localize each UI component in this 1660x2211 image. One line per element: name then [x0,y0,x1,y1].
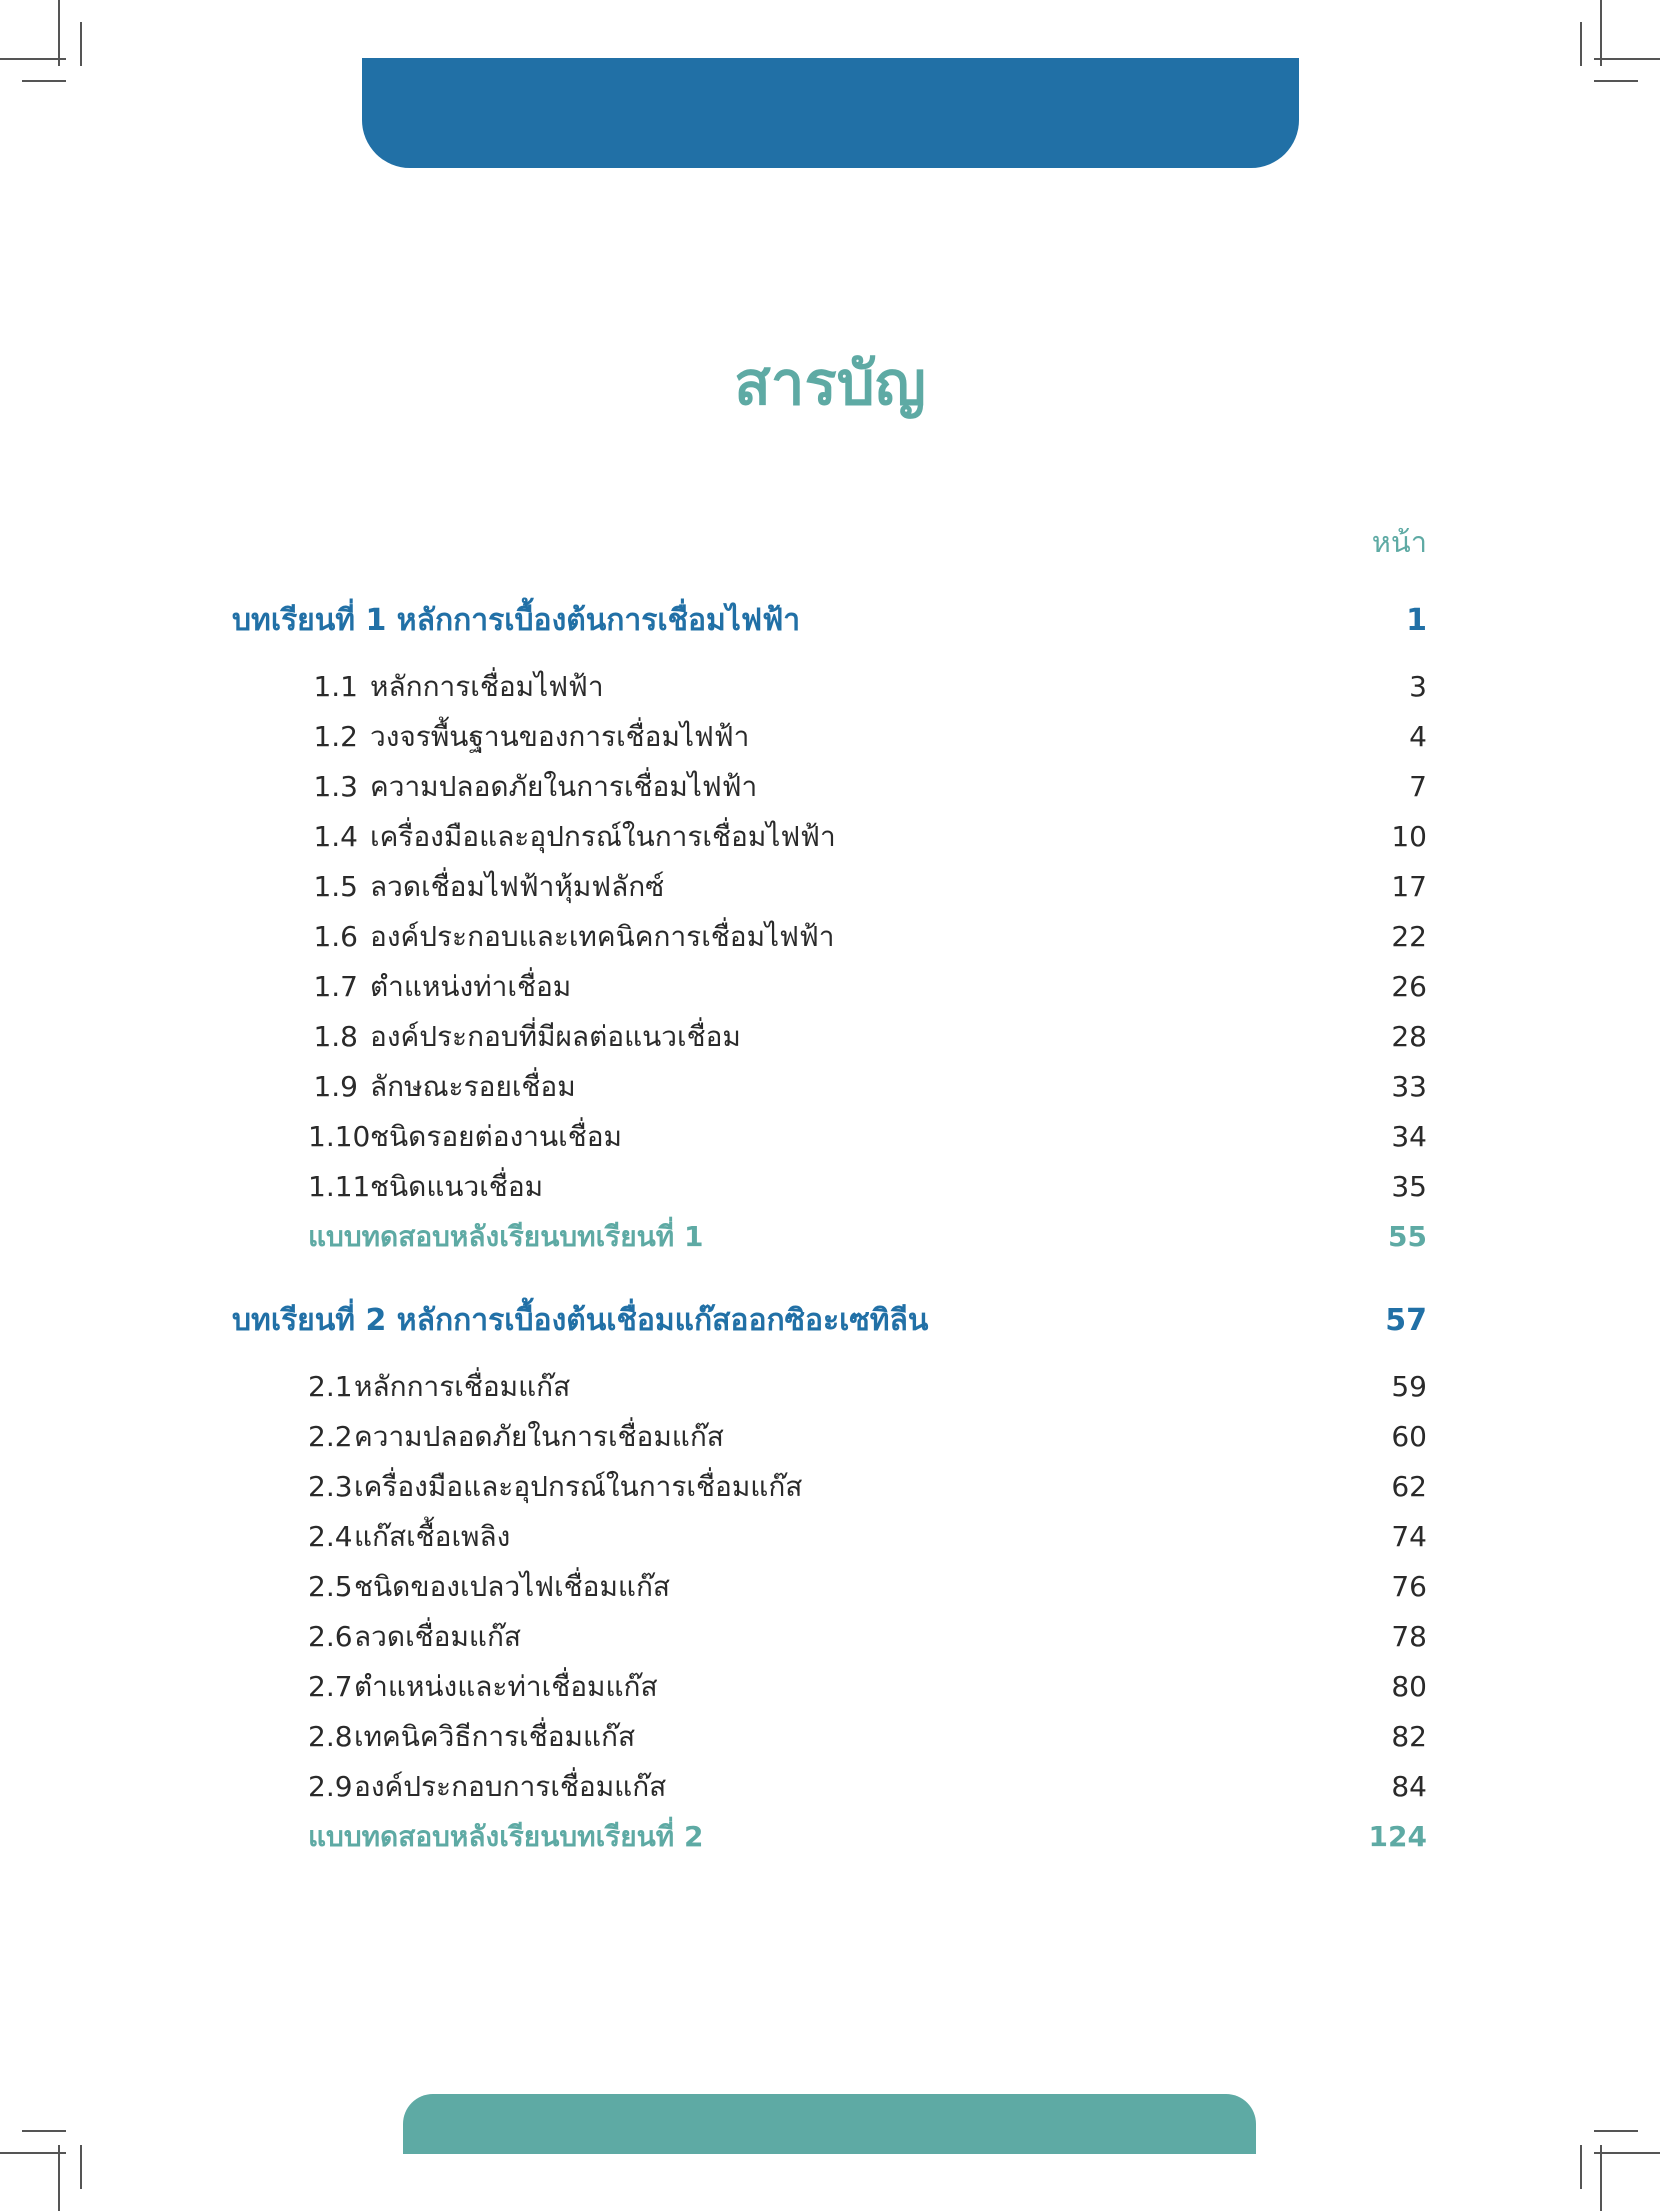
entry-page: 82 [1391,1720,1427,1753]
entry-title: องค์ประกอบและเทคนิคการเชื่อมไฟฟ้า [370,920,835,953]
entry-title: หลักการเชื่อมแก๊ส [354,1370,571,1403]
chapter-heading[interactable] [232,598,1427,644]
entry-page: 3 [1409,670,1427,703]
crop-mark [1594,2130,1638,2132]
entry-title: ตำแหน่งและท่าเชื่อมแก๊ส [354,1670,658,1703]
entry-page: 84 [1391,1770,1427,1803]
entry-page: 17 [1391,870,1427,903]
entry-title: องค์ประกอบการเชื่อมแก๊ส [354,1770,667,1803]
entry-number: 2.2 [308,1420,353,1453]
entry-page: 76 [1391,1570,1427,1603]
entry-title: ชนิดรอยต่องานเชื่อม [370,1120,622,1153]
crop-mark [80,2145,82,2189]
entry-page: 60 [1391,1420,1427,1453]
chapter-page: 1 [1406,603,1427,638]
entry-number: 1.2 [313,720,358,753]
toc-entry[interactable] [308,914,1427,960]
quiz-label: แบบทดสอบหลังเรียนบทเรียนที่ 1 [308,1220,704,1253]
crop-mark [1594,2152,1660,2154]
toc-entry[interactable] [308,764,1427,810]
entry-page: 33 [1391,1070,1427,1103]
entry-number: 1.8 [313,1020,358,1053]
entry-number: 2.6 [308,1620,353,1653]
toc-entry[interactable] [308,1664,1427,1710]
crop-mark [0,2152,66,2154]
crop-mark [22,2130,66,2132]
toc-entry[interactable] [308,1714,1427,1760]
entry-title: ตำแหน่งท่าเชื่อม [370,970,572,1003]
toc-entry[interactable] [308,964,1427,1010]
entry-number: 2.9 [308,1770,353,1803]
chapter-page: 57 [1385,1303,1427,1338]
quiz-page: 55 [1388,1220,1427,1253]
crop-mark [80,22,82,66]
entry-page: 10 [1391,820,1427,853]
entry-page: 22 [1391,920,1427,953]
entry-number: 2.5 [308,1570,353,1603]
chapter-label: บทเรียนที่ 1 หลักการเบื้องต้นการเชื่อมไฟฟ้า [232,603,801,638]
toc-entry[interactable] [308,1564,1427,1610]
toc-entry[interactable] [308,664,1427,710]
toc-entry[interactable] [308,1414,1427,1460]
entry-number: 1.5 [313,870,358,903]
entry-page: 62 [1391,1470,1427,1503]
toc-entry[interactable] [308,1114,1427,1160]
crop-mark [58,0,60,66]
entry-title: ชนิดแนวเชื่อม [370,1170,544,1203]
entry-title: หลักการเชื่อมไฟฟ้า [370,670,604,703]
entry-number: 1.10 [308,1120,371,1153]
entry-number: 1.11 [308,1170,371,1203]
crop-mark [1600,0,1602,66]
entry-number: 1.4 [313,820,358,853]
page-column-header: หน้า [1371,525,1427,559]
entry-title: ชนิดของเปลวไฟเชื่อมแก๊ส [354,1570,671,1603]
entry-number: 2.3 [308,1470,353,1503]
toc-entry[interactable] [308,814,1427,860]
entry-page: 28 [1391,1020,1427,1053]
toc-entry[interactable] [308,864,1427,910]
entry-number: 2.7 [308,1670,353,1703]
chapter-heading[interactable] [232,1298,1427,1344]
entry-title: เครื่องมือและอุปกรณ์ในการเชื่อมไฟฟ้า [370,820,836,853]
entry-page: 74 [1391,1520,1427,1553]
crop-mark [1580,22,1582,66]
entry-title: ลวดเชื่อมไฟฟ้าหุ้มฟลักซ์ [370,870,665,903]
entry-page: 59 [1391,1370,1427,1403]
entry-title: เครื่องมือและอุปกรณ์ในการเชื่อมแก๊ส [354,1470,803,1503]
quiz-page: 124 [1368,1820,1427,1853]
entry-page: 7 [1409,770,1427,803]
page-title: สารบัญ [734,349,926,419]
entry-number: 1.3 [313,770,358,803]
entry-number: 1.9 [313,1070,358,1103]
entry-number: 1.7 [313,970,358,1003]
toc-entry[interactable] [308,1364,1427,1410]
footer-banner [403,2094,1256,2154]
entry-number: 2.8 [308,1720,353,1753]
crop-mark [22,80,66,82]
toc-entry[interactable] [308,1614,1427,1660]
entry-title: ลวดเชื่อมแก๊ส [354,1620,522,1653]
crop-mark [1594,80,1638,82]
toc-entry[interactable] [308,1014,1427,1060]
crop-mark [0,58,66,60]
crop-mark [1594,58,1660,60]
entry-title: ความปลอดภัยในการเชื่อมไฟฟ้า [370,770,758,803]
entry-page: 78 [1391,1620,1427,1653]
header-banner [362,58,1299,168]
entry-title: วงจรพื้นฐานของการเชื่อมไฟฟ้า [370,720,750,753]
entry-title: เทคนิควิธีการเชื่อมแก๊ส [354,1720,636,1753]
entry-page: 34 [1391,1120,1427,1153]
entry-number: 2.4 [308,1520,353,1553]
quiz-entry[interactable] [308,1214,1427,1260]
toc-entry[interactable] [308,1464,1427,1510]
crop-mark [58,2145,60,2211]
crop-mark [1580,2145,1582,2189]
entry-number: 1.6 [313,920,358,953]
entry-page: 4 [1409,720,1427,753]
entry-page: 35 [1391,1170,1427,1203]
entry-title: องค์ประกอบที่มีผลต่อแนวเชื่อม [370,1020,741,1053]
quiz-entry[interactable] [308,1814,1427,1860]
entry-title: ลักษณะรอยเชื่อม [370,1070,576,1103]
quiz-label: แบบทดสอบหลังเรียนบทเรียนที่ 2 [308,1820,704,1853]
entry-number: 2.1 [308,1370,353,1403]
entry-page: 26 [1391,970,1427,1003]
toc-entry[interactable] [308,1514,1427,1560]
toc-entry[interactable] [308,1064,1427,1110]
entry-title: แก๊สเชื้อเพลิง [354,1520,511,1553]
chapter-label: บทเรียนที่ 2 หลักการเบื้องต้นเชื่อมแก๊สออกซิอะเซทิลีน [232,1303,929,1338]
entry-page: 80 [1391,1670,1427,1703]
entry-title: ความปลอดภัยในการเชื่อมแก๊ส [354,1420,724,1453]
toc-entry[interactable] [308,1164,1427,1210]
toc-entry[interactable] [308,714,1427,760]
crop-mark [1600,2145,1602,2211]
toc-entry[interactable] [308,1764,1427,1810]
entry-number: 1.1 [313,670,358,703]
